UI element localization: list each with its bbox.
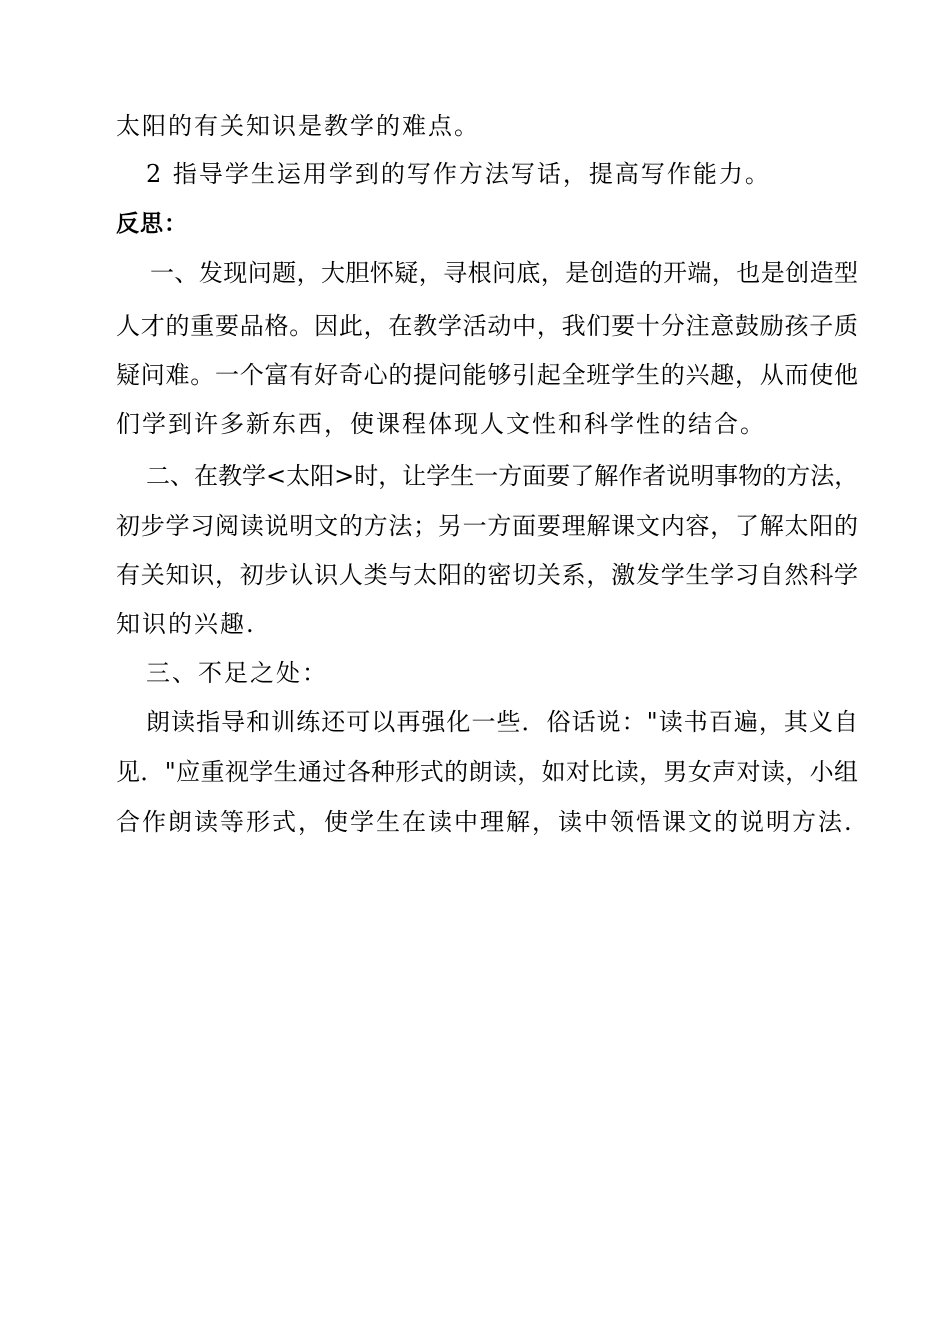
text-line-13: 朗读指导和训练还可以再强化一些．俗话说："读书百遍，其义自 — [146, 708, 858, 736]
section-heading-reflection: 反思： — [116, 211, 188, 237]
text-line-7: 们学到许多新东西，使课程体现人文性和科学性的结合。 — [116, 410, 766, 438]
text-line-9: 初步学习阅读说明文的方法；另一方面要理解课文内容，了解太阳的 — [116, 512, 858, 540]
text-line-10: 有关知识，初步认识人类与太阳的密切关系，激发学生学习自然科学 — [116, 561, 858, 589]
text-line-6: 疑问难。一个富有好奇心的提问能够引起全班学生的兴趣，从而使他 — [116, 361, 858, 389]
text-line-8: 二、在教学<太阳>时，让学生一方面要了解作者说明事物的方法， — [146, 462, 859, 490]
text-line-15: 合作朗读等形式，使学生在读中理解，读中领悟课文的说明方法. — [116, 808, 854, 836]
text-line-5: 人才的重要品格。因此，在教学活动中，我们要十分注意鼓励孩子质 — [116, 312, 858, 340]
text-line-2: 2 指导学生运用学到的写作方法写话，提高写作能力。 — [146, 160, 771, 188]
text-line-1: 太阳的有关知识是教学的难点。 — [116, 112, 480, 140]
text-line-11: 知识的兴趣. — [116, 610, 256, 638]
text-line-14: 见．"应重视学生通过各种形式的朗读，如对比读，男女声对读，小组 — [116, 758, 858, 786]
text-line-4: 一、发现问题，大胆怀疑，寻根问底，是创造的开端，也是创造型 — [150, 259, 858, 287]
text-line-12: 三、不足之处： — [146, 659, 328, 687]
